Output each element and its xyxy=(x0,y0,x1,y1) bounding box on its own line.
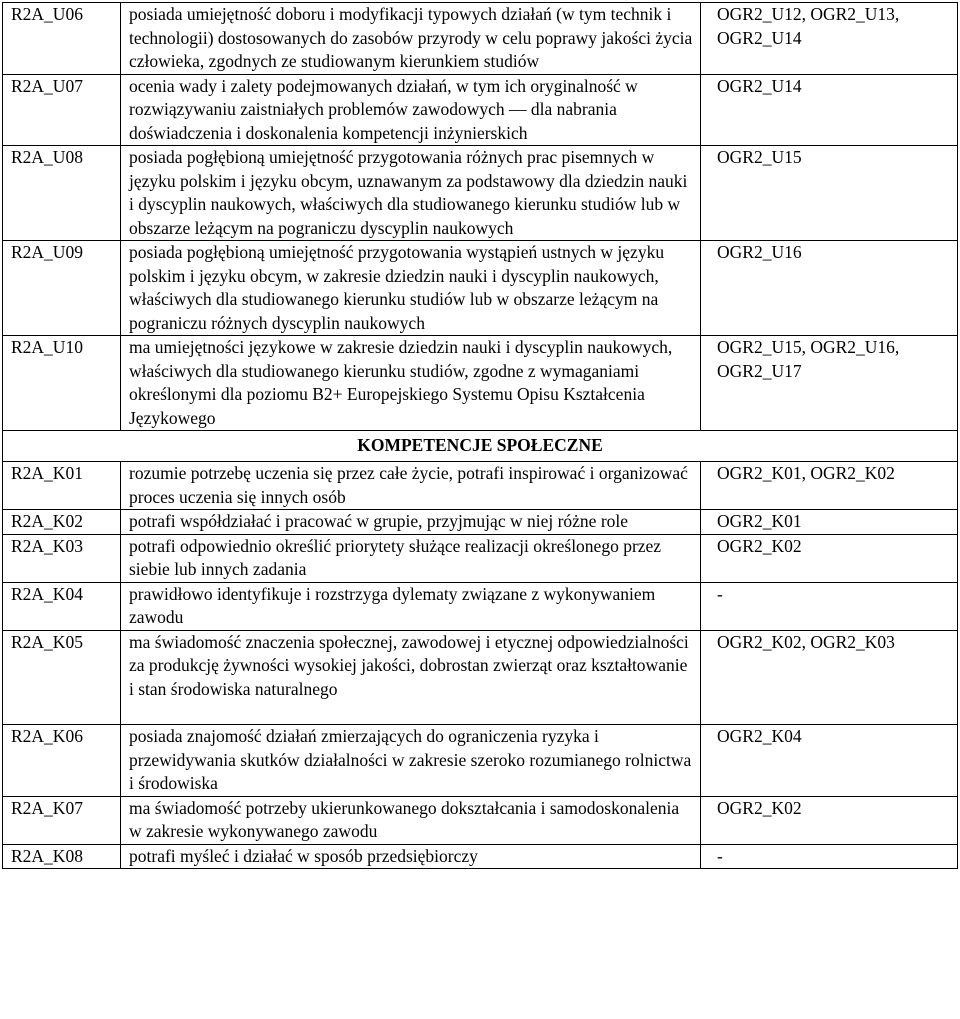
outcome-description: posiada pogłębioną umiejętność przygotowania wystąpień ustnych w języku polskim i języku obcym, w zakresie dziedzin nauki i dyscyplin naukowych, właściwych dla studiowanego kierunku studiów lub w obszarze leżącym na pograniczu różnych dyscyplin naukowych xyxy=(121,241,701,336)
section-header-row xyxy=(3,431,958,462)
outcome-references: OGR2_U14 xyxy=(701,74,958,146)
outcome-code: R2A_K03 xyxy=(3,534,121,582)
outcome-description: posiada umiejętność doboru i modyfikacji typowych działań (w tym technik i technologii) dostosowanych do zasobów przyrody w celu poprawy jakości życia człowieka, zgodnych ze studiowanym kierunkiem studiów xyxy=(121,3,701,75)
outcome-references: - xyxy=(701,582,958,630)
outcome-code: R2A_U09 xyxy=(3,241,121,336)
outcome-references: OGR2_U16 xyxy=(701,241,958,336)
outcome-references: OGR2_K01, OGR2_K02 xyxy=(701,462,958,510)
outcome-references: OGR2_K01 xyxy=(701,510,958,535)
table-row xyxy=(3,582,958,630)
outcome-code: R2A_U10 xyxy=(3,336,121,431)
outcome-code: R2A_U06 xyxy=(3,3,121,75)
table-row xyxy=(3,510,958,535)
outcome-code: R2A_U08 xyxy=(3,146,121,241)
outcome-references: OGR2_K02 xyxy=(701,796,958,844)
outcome-code: R2A_K01 xyxy=(3,462,121,510)
table-row xyxy=(3,3,958,75)
outcome-references: OGR2_U15, OGR2_U16, OGR2_U17 xyxy=(701,336,958,431)
outcome-code: R2A_K06 xyxy=(3,725,121,797)
outcome-code: R2A_K05 xyxy=(3,630,121,725)
outcome-code: R2A_K07 xyxy=(3,796,121,844)
table-row xyxy=(3,534,958,582)
table-row xyxy=(3,796,958,844)
table-row xyxy=(3,844,958,869)
outcome-code: R2A_K02 xyxy=(3,510,121,535)
table-row xyxy=(3,630,958,725)
outcome-references: OGR2_U12, OGR2_U13, OGR2_U14 xyxy=(701,3,958,75)
outcome-references: - xyxy=(701,844,958,869)
outcome-description: prawidłowo identyfikuje i rozstrzyga dylematy związane z wykonywaniem zawodu xyxy=(121,582,701,630)
outcome-code: R2A_U07 xyxy=(3,74,121,146)
outcome-references: OGR2_K02, OGR2_K03 xyxy=(701,630,958,725)
outcome-description: posiada pogłębioną umiejętność przygotowania różnych prac pisemnych w języku polskim i języku obcym, uznawanym za podstawowy dla dziedzin nauki i dyscyplin naukowych, właściwych dla studiowanego kierunku studiów lub w obszarze leżącym na pograniczu dyscyplin naukowych xyxy=(121,146,701,241)
outcome-references: OGR2_U15 xyxy=(701,146,958,241)
outcome-references: OGR2_K02 xyxy=(701,534,958,582)
outcome-description: ocenia wady i zalety podejmowanych działań, w tym ich oryginalność w rozwiązywaniu zaistniałych problemów zawodowych — dla nabrania doświadczenia i doskonalenia kompetencji inżynierskich xyxy=(121,74,701,146)
outcome-description: ma świadomość znaczenia społecznej, zawodowej i etycznej odpowiedzialności za produkcję żywności wysokiej jakości, dobrostan zwierząt oraz kształtowanie i stan środowiska naturalnego xyxy=(121,630,701,725)
table-row xyxy=(3,336,958,431)
table-row xyxy=(3,725,958,797)
outcome-description: potrafi współdziałać i pracować w grupie, przyjmując w niej różne role xyxy=(121,510,701,535)
outcome-code: R2A_K04 xyxy=(3,582,121,630)
outcome-references: OGR2_K04 xyxy=(701,725,958,797)
outcome-description: potrafi odpowiednio określić priorytety służące realizacji określonego przez siebie lub innych zadania xyxy=(121,534,701,582)
section-title: KOMPETENCJE SPOŁECZNE xyxy=(3,431,958,462)
table-row xyxy=(3,74,958,146)
learning-outcomes-table xyxy=(2,2,958,869)
table-row xyxy=(3,241,958,336)
outcome-description: potrafi myśleć i działać w sposób przedsiębiorczy xyxy=(121,844,701,869)
outcome-description: ma świadomość potrzeby ukierunkowanego dokształcania i samodoskonalenia w zakresie wykonywanego zawodu xyxy=(121,796,701,844)
outcome-code: R2A_K08 xyxy=(3,844,121,869)
outcome-description: rozumie potrzebę uczenia się przez całe życie, potrafi inspirować i organizować proces uczenia się innych osób xyxy=(121,462,701,510)
table-row xyxy=(3,462,958,510)
table-row xyxy=(3,146,958,241)
outcome-description: ma umiejętności językowe w zakresie dziedzin nauki i dyscyplin naukowych, właściwych dla studiowanego kierunku studiów, zgodne z wymaganiami określonymi dla poziomu B2+ Europejskiego Systemu Opisu Kształcenia Językowego xyxy=(121,336,701,431)
outcome-description: posiada znajomość działań zmierzających do ograniczenia ryzyka i przewidywania skutków działalności w zakresie szeroko rozumianego rolnictwa i środowiska xyxy=(121,725,701,797)
learning-outcomes-document xyxy=(2,2,957,869)
